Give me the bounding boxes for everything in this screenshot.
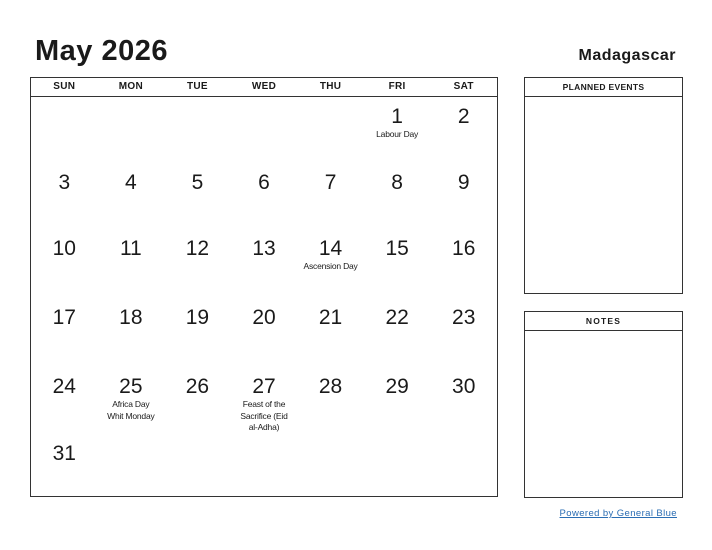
day-cell <box>297 298 364 367</box>
powered-by-link[interactable]: Powered by General Blue <box>559 508 677 519</box>
empty-day-cell <box>297 97 364 163</box>
empty-day-cell <box>164 434 231 485</box>
day-cell <box>98 298 165 367</box>
day-number: 24 <box>52 375 76 398</box>
holiday-label: Whit Monday <box>107 410 155 421</box>
weekday-sun: SUN <box>53 81 76 92</box>
day-number: 18 <box>119 306 143 329</box>
day-number: 15 <box>385 237 409 260</box>
day-cell <box>98 229 165 298</box>
day-cell <box>364 97 431 163</box>
day-number: 29 <box>385 375 409 398</box>
day-cell <box>364 229 431 298</box>
day-number: 17 <box>52 306 76 329</box>
day-number: 21 <box>318 306 343 329</box>
day-number: 8 <box>391 171 403 194</box>
day-cell <box>31 229 98 298</box>
empty-day-cell <box>297 434 364 485</box>
day-number: 31 <box>52 442 76 465</box>
day-number: 10 <box>52 237 76 260</box>
day-number: 16 <box>452 237 476 260</box>
day-cell <box>430 163 497 229</box>
empty-day-cell <box>98 434 165 485</box>
empty-day-cell <box>98 97 165 163</box>
day-cell <box>31 298 98 367</box>
empty-day-cell <box>31 97 98 163</box>
weekday-fri: FRI <box>388 81 406 92</box>
day-cell <box>430 298 497 367</box>
day-number: 30 <box>452 375 476 398</box>
day-cell <box>164 367 231 434</box>
day-number: 20 <box>252 306 276 329</box>
day-cell <box>164 229 231 298</box>
weekday-mon: MON <box>118 81 143 92</box>
planned-events-panel <box>524 77 683 294</box>
day-cell <box>430 229 497 298</box>
day-number: 27 <box>252 375 276 398</box>
day-cell <box>31 367 98 434</box>
notes-title: NOTES <box>525 312 682 331</box>
day-cell <box>364 367 431 434</box>
empty-day-cell <box>231 97 298 163</box>
day-number: 19 <box>185 306 210 329</box>
day-number: 22 <box>385 306 409 329</box>
day-number: 7 <box>324 171 337 194</box>
day-number: 1 <box>391 105 403 128</box>
country-label: Madagascar <box>578 47 676 64</box>
day-number: 2 <box>457 105 470 128</box>
day-number: 9 <box>457 171 470 194</box>
day-cell <box>98 163 165 229</box>
day-cell <box>297 367 364 434</box>
day-number: 6 <box>258 171 270 194</box>
day-number: 14 <box>318 237 343 260</box>
weekday-tue: TUE <box>186 81 208 92</box>
day-number: 3 <box>58 171 71 194</box>
holiday-label: Africa Day <box>112 399 150 409</box>
day-cell <box>364 163 431 229</box>
day-cell <box>430 367 497 434</box>
day-cell <box>231 367 298 434</box>
month-calendar <box>30 77 498 497</box>
weekday-thu: THU <box>319 81 342 92</box>
day-number: 12 <box>185 237 210 260</box>
day-number: 11 <box>119 237 142 260</box>
day-cell <box>297 163 364 229</box>
holiday-label: Ascension Day <box>303 261 358 271</box>
day-cell <box>231 298 298 367</box>
day-number: 5 <box>191 171 204 194</box>
weekday-wed: WED <box>251 81 277 92</box>
day-cell <box>364 298 431 367</box>
day-cell <box>231 163 298 229</box>
day-number: 4 <box>125 171 137 194</box>
page-title: May 2026 <box>35 35 168 67</box>
holiday-label: Feast of the Sacrifice (Eid al-Adha) <box>240 399 288 432</box>
day-cell <box>98 367 165 434</box>
day-cell <box>231 229 298 298</box>
day-number: 28 <box>318 375 343 398</box>
day-cell <box>164 298 231 367</box>
empty-day-cell <box>231 434 298 485</box>
calendar-grid <box>31 97 497 485</box>
day-number: 26 <box>185 375 210 398</box>
day-cell <box>31 163 98 229</box>
day-cell <box>430 97 497 163</box>
day-number: 25 <box>119 375 143 398</box>
empty-day-cell <box>364 434 431 485</box>
weekday-sat: SAT <box>453 81 474 92</box>
day-cell <box>31 434 98 485</box>
planned-events-title: PLANNED EVENTS <box>525 78 682 97</box>
day-cell <box>297 229 364 298</box>
day-cell <box>164 163 231 229</box>
weekday-header <box>31 78 497 97</box>
holiday-label: Labour Day <box>376 129 419 139</box>
day-number: 23 <box>452 306 476 329</box>
day-number: 13 <box>252 237 276 260</box>
notes-panel <box>524 311 683 498</box>
empty-day-cell <box>164 97 231 163</box>
empty-day-cell <box>430 434 497 485</box>
